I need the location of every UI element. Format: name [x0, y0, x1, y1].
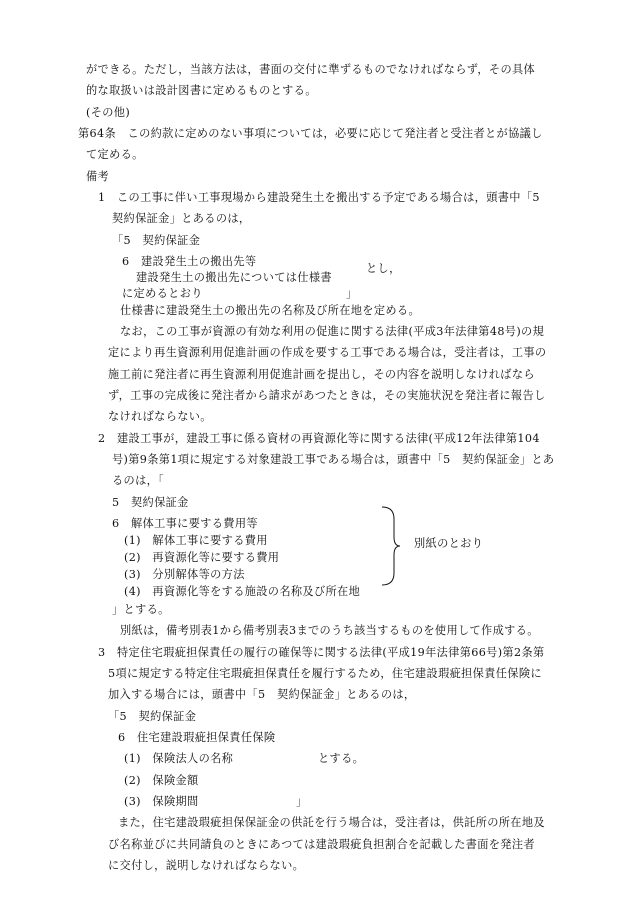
note3-m: び名称並びに共同請負のときにあつては建設瑕疵負担割合を記載した書面を発注者	[108, 838, 535, 851]
note2-quote: 5 契約保証金	[112, 496, 189, 509]
note3-tosuru: とする。	[318, 752, 365, 765]
note3-line: 3 特定住宅瑕疵担保責任の履行の確保等に関する法律(平成19年法律第66号)第2条第	[98, 646, 545, 659]
note3-quote: 6 住宅建設瑕疵担保責任保険	[118, 731, 276, 744]
note1-nao: 施工前に発注者に再生資源利用促進計画を提出し，その内容を説明しなければなら	[108, 368, 535, 381]
note2-quote: 6 解体工事に要する費用等	[112, 517, 258, 530]
note1-nao: なお，この工事が資源の有効な利用の促進に関する法律(平成3年法律第48号)の規	[120, 325, 545, 338]
quote-close: 」	[346, 287, 358, 300]
right-brace	[380, 505, 404, 587]
note1-nao: 定により再生資源利用促進計画の作成を要する工事である場合は，受注者は，工事の	[108, 346, 547, 359]
note2-note: 別紙は，備考別表1から備考別表3までのうち該当するものを使用して作成する。	[120, 624, 539, 637]
note3-m: また，住宅建設瑕疵担保保証金の供託を行う場合は，受注者は，供託所の所在地及	[118, 816, 545, 829]
article-heading: (その他)	[86, 106, 131, 119]
note2-line: るのは，「	[112, 474, 165, 487]
note3-m: に交付し，説明しなければならない。	[108, 859, 305, 872]
note3-item: (1) 保険法人の名称	[124, 752, 234, 765]
note1-toshi: とし，	[366, 262, 401, 275]
note1-quote: 6 建設発生土の搬出先等	[122, 255, 257, 268]
note1-spec: 仕様書に建設発生土の搬出先の名称及び所在地を定める。	[120, 304, 420, 317]
note2-item: (2) 再資源化等に要する費用	[124, 551, 280, 564]
note2-item: (4) 再資源化等をする施設の名称及び所在地	[124, 585, 361, 598]
note2-line: 2 建設工事が，建設工事に係る資材の再資源化等に関する法律(平成12年法律第104	[98, 432, 540, 445]
note2-item: (3) 分別解体等の方法	[124, 568, 245, 581]
article-64-line: 第64条 この約款に定めのない事項については，必要に応じて発注者と受注者とが協議し	[78, 127, 543, 140]
para1-line: 的な取扱いは設計図書に定めるものとする。	[86, 84, 317, 97]
note3-item: (2) 保険金額	[124, 774, 199, 787]
betsushi-label: 別紙のとおり	[414, 537, 484, 550]
note3-line: 5項に規定する特定住宅瑕疵担保責任を履行するため，住宅建設瑕疵担保責任保険に	[108, 667, 542, 680]
note2-item: (1) 解体工事に要する費用	[124, 534, 268, 547]
note1-line: 契約保証金」とあるのは，	[112, 212, 251, 225]
para1-line: ができる。ただし，当該方法は，書面の交付に準ずるものでなければならず，その具体	[86, 63, 536, 76]
note2-close: 」とする。	[112, 603, 170, 616]
note2-line: 号)第9条第1項に規定する対象建設工事である場合は，頭書中「5 契約保証金」とあ	[112, 453, 555, 466]
note1-quote: 建設発生土の搬出先については仕様書	[136, 271, 332, 284]
note3-item: (3) 保険期間	[124, 795, 199, 808]
note1-nao: ず，工事の完成後に発注者から請求があつたときは，その実施状況を発注者に報告し	[108, 389, 546, 402]
biko-title: 備考	[86, 170, 110, 183]
note1-line: 1 この工事に伴い工事現場から建設発生土を搬出する予定である場合は，頭書中「5	[98, 191, 540, 204]
article-64-line: て定める。	[86, 148, 144, 161]
note3-quote: 「5 契約保証金	[108, 710, 197, 723]
note1-nao: なければならない。	[108, 410, 212, 423]
note1-quote: 「5 契約保証金	[112, 234, 201, 247]
note3-line: 加入する場合には，頭書中「5 契約保証金」とあるのは，	[108, 688, 416, 701]
note1-quote: に定めるとおり	[122, 287, 203, 300]
quote-close: 」	[296, 795, 308, 808]
